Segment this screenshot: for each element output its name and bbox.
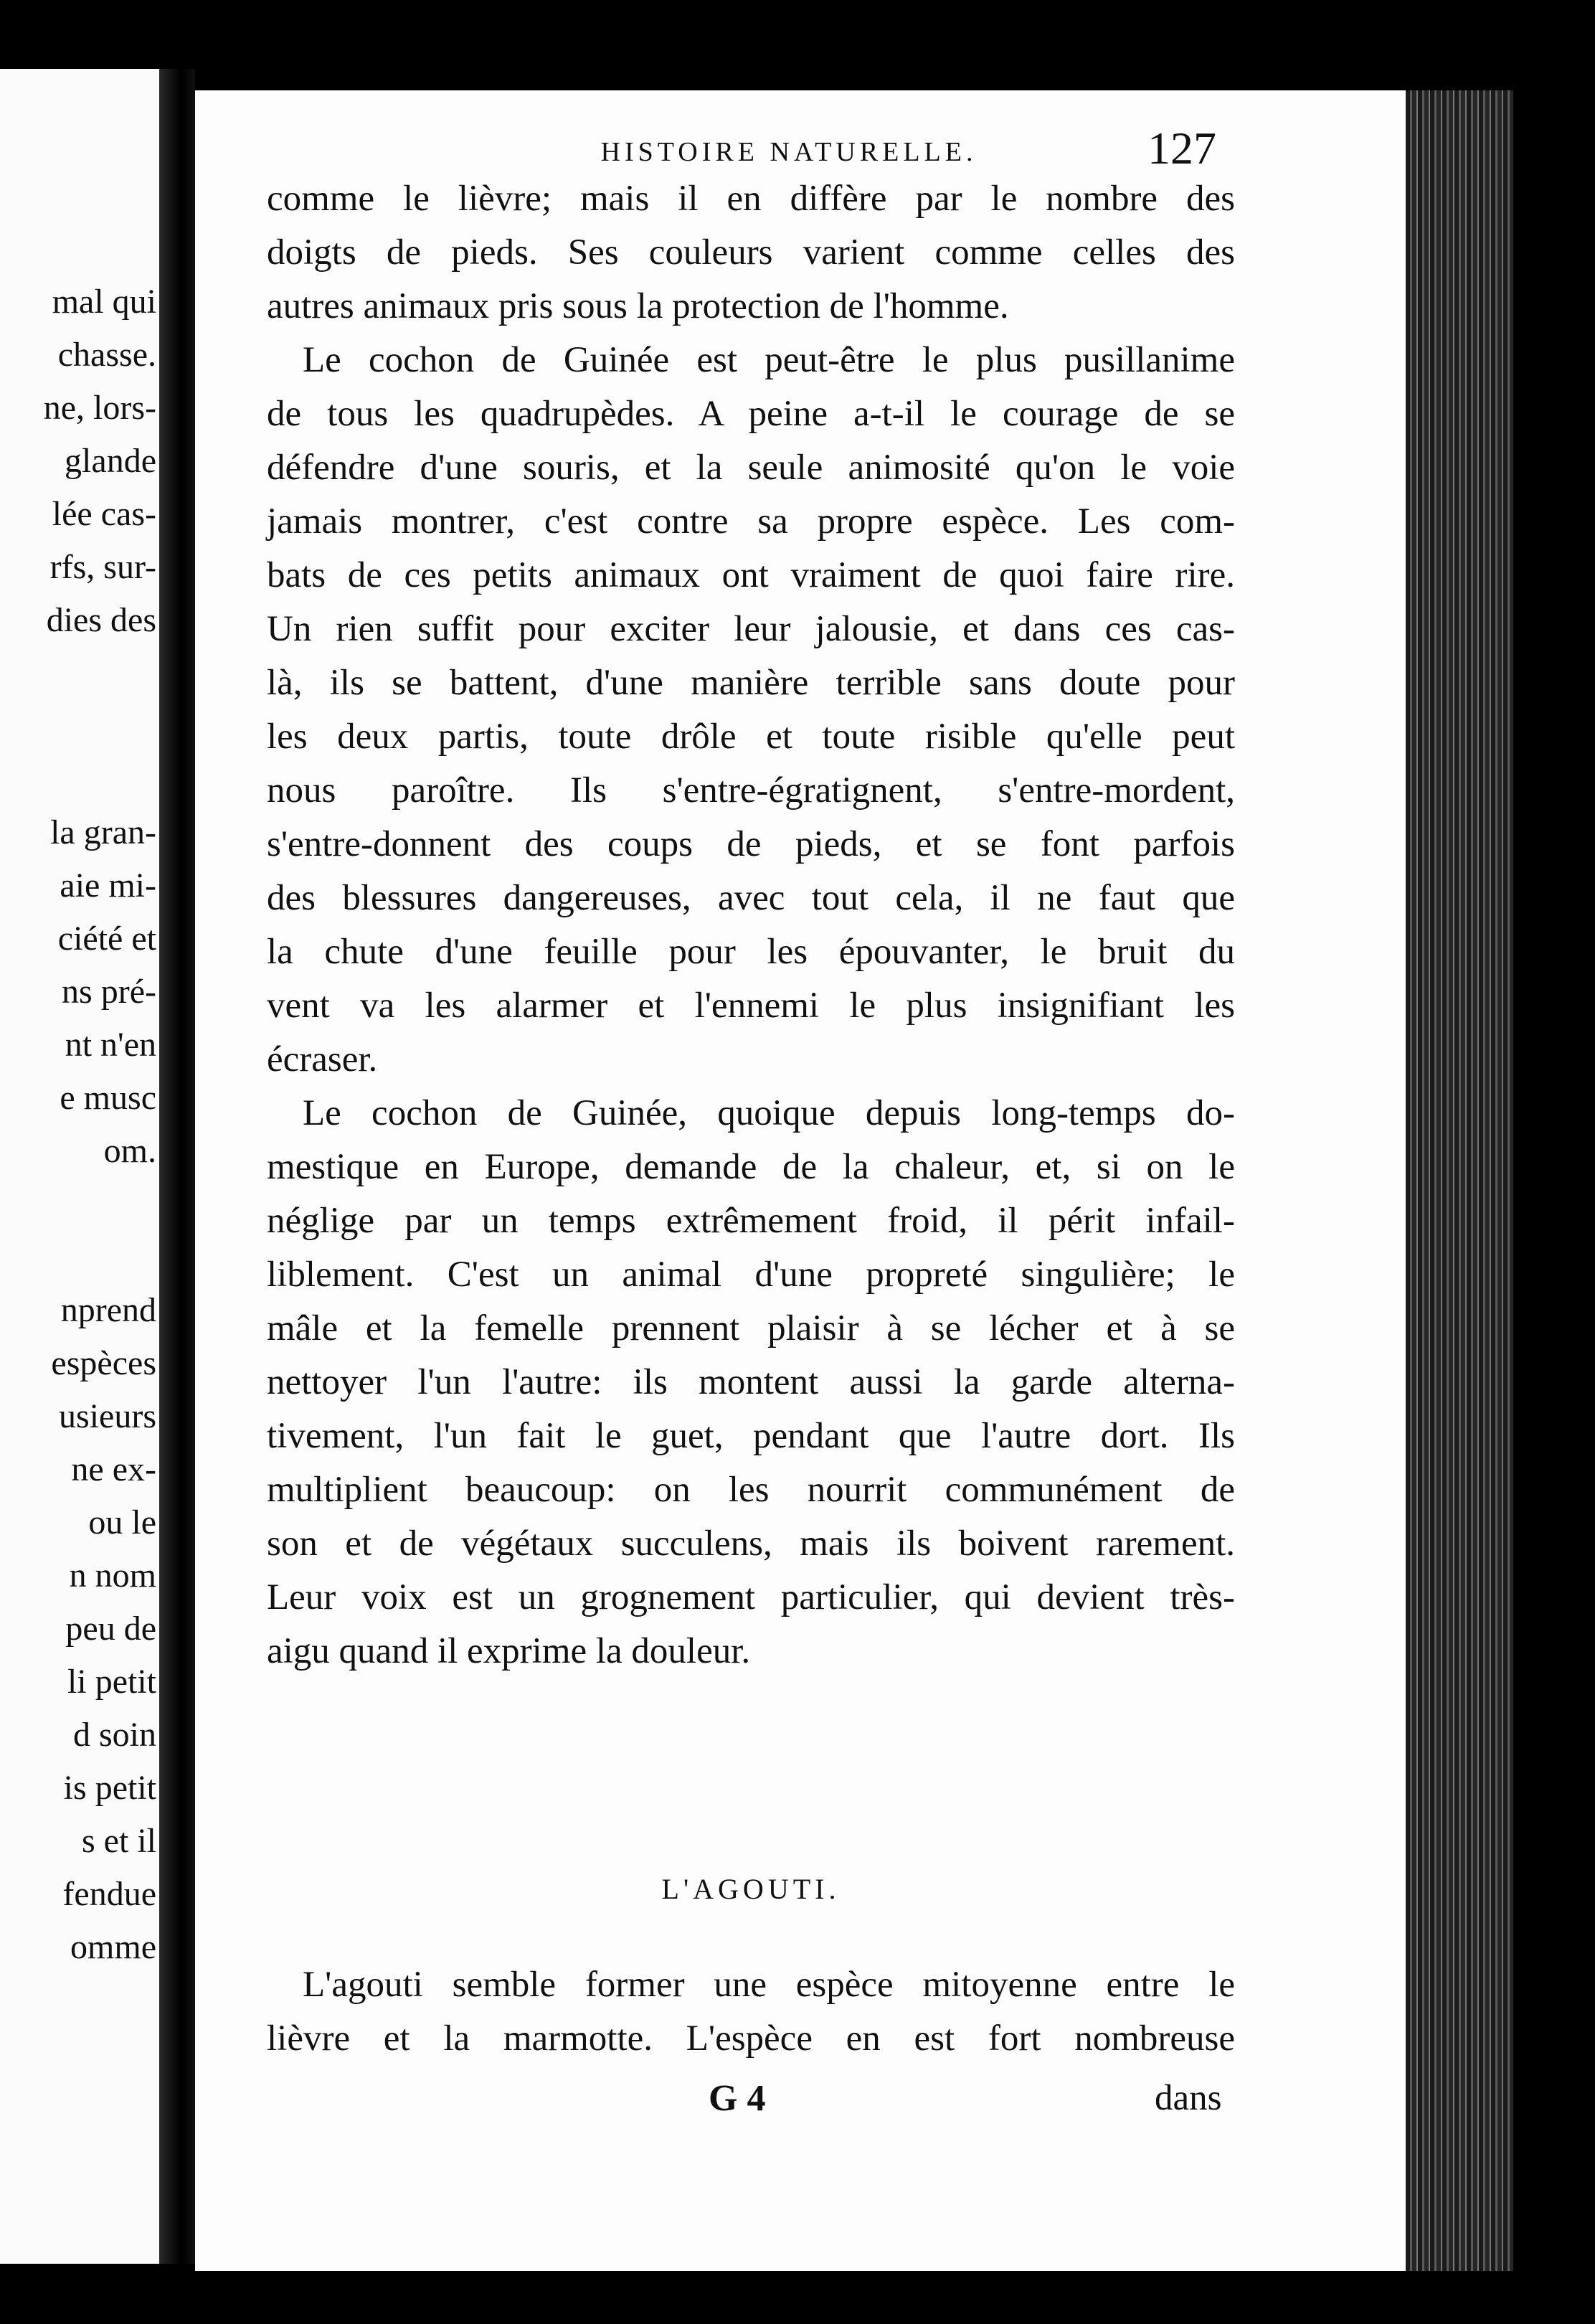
left-page-line: lée cas-: [52, 495, 156, 533]
left-page-line: peu de: [65, 1610, 156, 1648]
left-page-line: omme: [70, 1928, 156, 1966]
body-text: [267, 172, 1235, 1678]
left-page-line: om.: [103, 1132, 156, 1170]
text-line: des blessures dangereuses, avec tout cela, il ne faut que: [267, 878, 1235, 918]
left-page-line: d soin: [72, 1716, 156, 1754]
left-page-line: dies des: [46, 601, 156, 639]
left-page-line: glande: [65, 442, 156, 480]
text-line: multiplient beaucoup: on les nourrit communément de: [267, 1470, 1235, 1510]
text-line: son et de végétaux succulens, mais ils boivent rarement.: [267, 1524, 1235, 1564]
text-line: doigts de pieds. Ses couleurs varient comme celles des: [267, 232, 1235, 273]
left-page-line: ou le: [88, 1503, 156, 1541]
left-page-line: nprend: [60, 1291, 156, 1329]
left-page-line: n nom: [69, 1557, 156, 1595]
text-line: lièvre et la marmotte. L'espèce en est fort nombreuse: [267, 2018, 1235, 2059]
text-line: aigu quand il exprime la douleur.: [267, 1631, 751, 1671]
left-page-line: ns pré-: [62, 973, 156, 1011]
section-title: L'AGOUTI.: [661, 1873, 841, 1905]
signature-mark: G 4: [709, 2078, 766, 2119]
text-line: Le cochon de Guinée est peut-être le plus pusillanime: [303, 340, 1235, 380]
text-line: nous paroître. Ils s'entre-égratignent, s'entre-mordent,: [267, 770, 1235, 811]
section-text: [267, 1958, 1235, 2066]
text-line: mâle et la femelle prennent plaisir à se lécher et à se: [267, 1308, 1235, 1348]
catchword: dans: [1155, 2078, 1222, 2118]
book-gutter: [159, 69, 195, 2264]
text-line: écraser.: [267, 1039, 378, 1080]
left-page-line: s et il: [82, 1822, 156, 1860]
text-line: mestique en Europe, demande de la chaleur, et, si on le: [267, 1147, 1235, 1187]
text-line: comme le lièvre; mais il en diffère par le nombre des: [267, 179, 1235, 219]
left-page-line: aie mi-: [60, 866, 156, 904]
text-line: tivement, l'un fait le guet, pendant que l'autre dort. Ils: [267, 1416, 1235, 1456]
left-page-line: fendue: [62, 1875, 156, 1913]
text-line: de tous les quadrupèdes. A peine a-t-il le courage de se: [267, 394, 1235, 434]
left-page-line: espèces: [51, 1344, 156, 1382]
left-page-line: chasse.: [57, 336, 156, 374]
text-line: Leur voix est un grognement particulier, qui devient très-: [267, 1577, 1235, 1617]
left-page-line: mal qui: [52, 283, 156, 321]
left-page-line: ne, lors-: [43, 389, 156, 427]
left-page-line: li petit: [67, 1663, 156, 1701]
text-line: liblement. C'est un animal d'une propreté singulière; le: [267, 1255, 1235, 1295]
text-line: bats de ces petits animaux ont vraiment de quoi faire rire.: [267, 555, 1235, 595]
left-page-line: usieurs: [59, 1397, 156, 1435]
text-line: là, ils se battent, d'une manière terrible sans doute pour: [267, 663, 1235, 703]
page-number: 127: [1147, 123, 1216, 174]
left-page-line: ciété et: [57, 920, 156, 958]
text-line: les deux partis, toute drôle et toute risible qu'elle peut: [267, 717, 1235, 757]
page-edges: [1406, 90, 1513, 2271]
text-line: Un rien suffit pour exciter leur jalousie, et dans ces cas-: [267, 609, 1235, 649]
text-line: autres animaux pris sous la protection de l'homme.: [267, 286, 1009, 326]
left-page-line: la gran-: [50, 813, 156, 851]
left-page-line: ne ex-: [71, 1450, 156, 1488]
left-page-line: nt n'en: [65, 1026, 156, 1064]
running-head: HISTOIRE NATURELLE.: [600, 137, 978, 167]
text-line: vent va les alarmer et l'ennemi le plus insignifiant les: [267, 986, 1235, 1026]
left-facing-page: [0, 69, 159, 2264]
text-line: la chute d'une feuille pour les épouvanter, le bruit du: [267, 932, 1235, 972]
text-line: nettoyer l'un l'autre: ils montent aussi la garde alterna-: [267, 1362, 1235, 1402]
text-line: Le cochon de Guinée, quoique depuis long-temps do-: [303, 1093, 1235, 1133]
text-line: jamais montrer, c'est contre sa propre espèce. Les com-: [267, 501, 1235, 542]
text-line: s'entre-donnent des coups de pieds, et se font parfois: [267, 824, 1235, 864]
text-line: L'agouti semble former une espèce mitoyenne entre le: [303, 1965, 1235, 2005]
left-page-line: is petit: [63, 1769, 156, 1807]
left-page-line: e musc: [60, 1079, 156, 1117]
left-page-line: rfs, sur-: [49, 548, 156, 586]
text-line: néglige par un temps extrêmement froid, il périt infail-: [267, 1201, 1235, 1241]
text-line: défendre d'une souris, et la seule animosité qu'on le voie: [267, 448, 1235, 488]
